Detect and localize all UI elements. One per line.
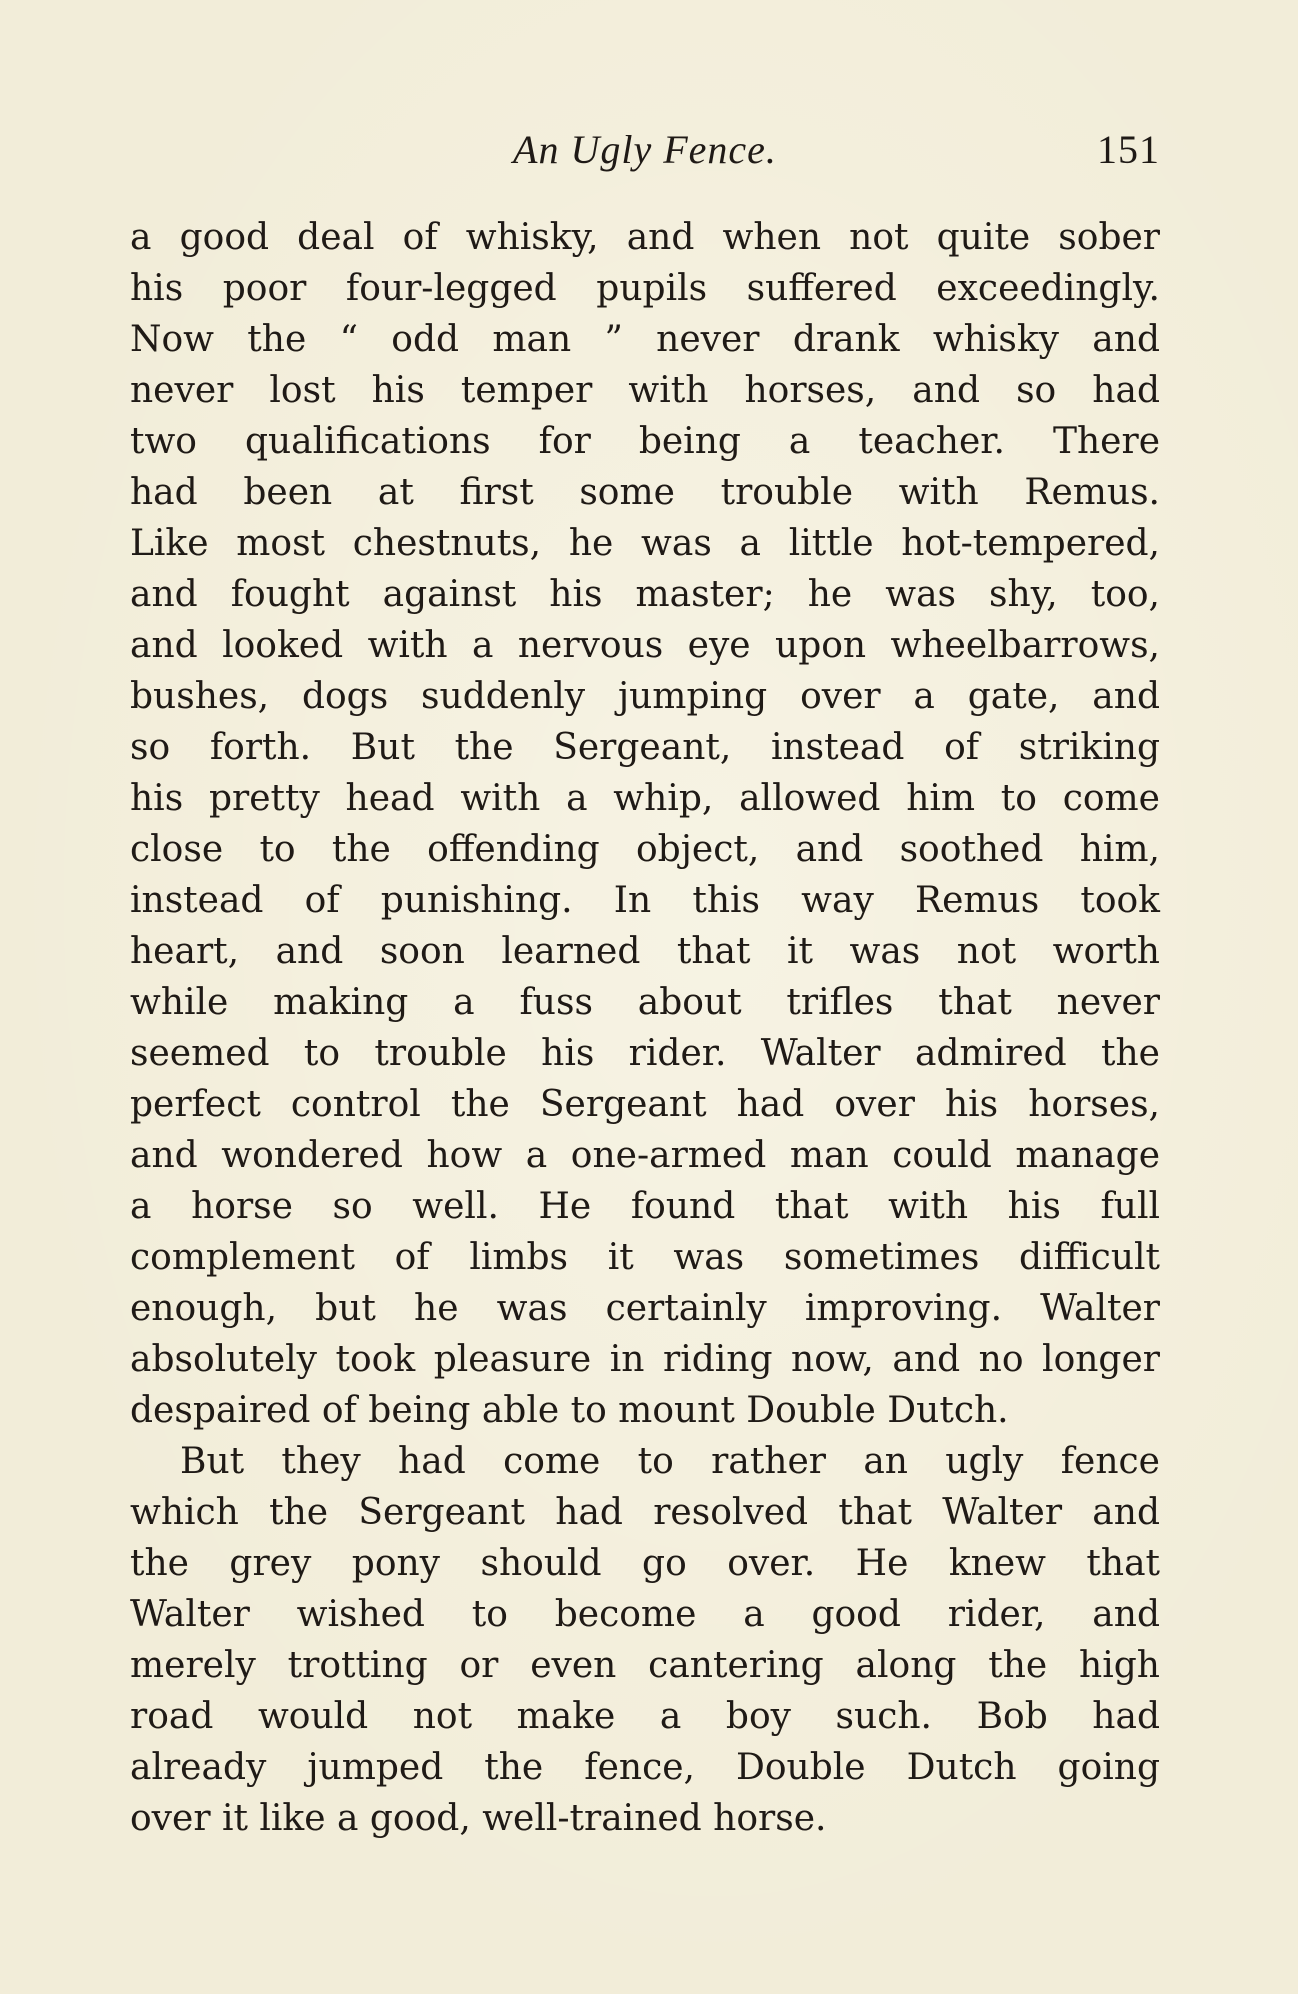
- running-head: [130, 126, 1160, 176]
- text-line: while making a fuss about trifles that never: [130, 982, 1160, 1023]
- body-text: [130, 212, 1160, 1844]
- text-line: the grey pony should go over. He knew that: [130, 1543, 1160, 1584]
- text-line: bushes, dogs suddenly jumping over a gate, and: [130, 676, 1160, 717]
- text-line: despaired of being able to mount Double Dutch.: [130, 1390, 1009, 1431]
- text-line: and fought against his master; he was shy, too,: [130, 574, 1160, 615]
- text-line: so forth. But the Sergeant, instead of striking: [130, 727, 1160, 768]
- text-line: a good deal of whisky, and when not quite sober: [130, 217, 1160, 258]
- text-line: heart, and soon learned that it was not worth: [130, 931, 1160, 972]
- text-line: and looked with a nervous eye upon wheelbarrows,: [130, 625, 1160, 666]
- text-line: instead of punishing. In this way Remus took: [130, 880, 1160, 921]
- text-line: seemed to trouble his rider. Walter admired the: [130, 1033, 1160, 1074]
- text-line: his pretty head with a whip, allowed him to come: [130, 778, 1160, 819]
- text-line: perfect control the Sergeant had over his horses,: [130, 1084, 1160, 1125]
- text-line: and wondered how a one-armed man could manage: [130, 1135, 1160, 1176]
- text-line: had been at first some trouble with Remus.: [130, 472, 1160, 513]
- text-line: never lost his temper with horses, and so had: [130, 370, 1160, 411]
- text-line: enough, but he was certainly improving. Walter: [130, 1288, 1160, 1329]
- text-line: Like most chestnuts, he was a little hot-tempered,: [130, 523, 1160, 564]
- text-line: But they had come to rather an ugly fence: [180, 1441, 1160, 1482]
- text-line: absolutely took pleasure in riding now, and no longer: [130, 1339, 1160, 1380]
- text-line: a horse so well. He found that with his full: [130, 1186, 1160, 1227]
- paragraph-1: [130, 212, 1160, 1436]
- text-line: over it like a good, well-trained horse.: [130, 1798, 827, 1839]
- text-line: close to the offending object, and soothed him,: [130, 829, 1160, 870]
- page-number: 151: [1097, 127, 1160, 172]
- paragraph-2: [130, 1436, 1160, 1844]
- text-line: road would not make a boy such. Bob had: [130, 1696, 1160, 1737]
- text-line: his poor four-legged pupils suffered exceedingly.: [130, 268, 1160, 309]
- text-line: already jumped the fence, Double Dutch going: [130, 1747, 1160, 1788]
- text-line: Now the “ odd man ” never drank whisky and: [130, 319, 1160, 360]
- text-line: two qualifications for being a teacher. There: [130, 421, 1160, 462]
- text-line: merely trotting or even cantering along the high: [130, 1645, 1160, 1686]
- running-title: An Ugly Fence.: [513, 127, 777, 172]
- text-line: which the Sergeant had resolved that Walter and: [130, 1492, 1160, 1533]
- text-line: complement of limbs it was sometimes difficult: [130, 1237, 1160, 1278]
- text-line: Walter wished to become a good rider, and: [130, 1594, 1160, 1635]
